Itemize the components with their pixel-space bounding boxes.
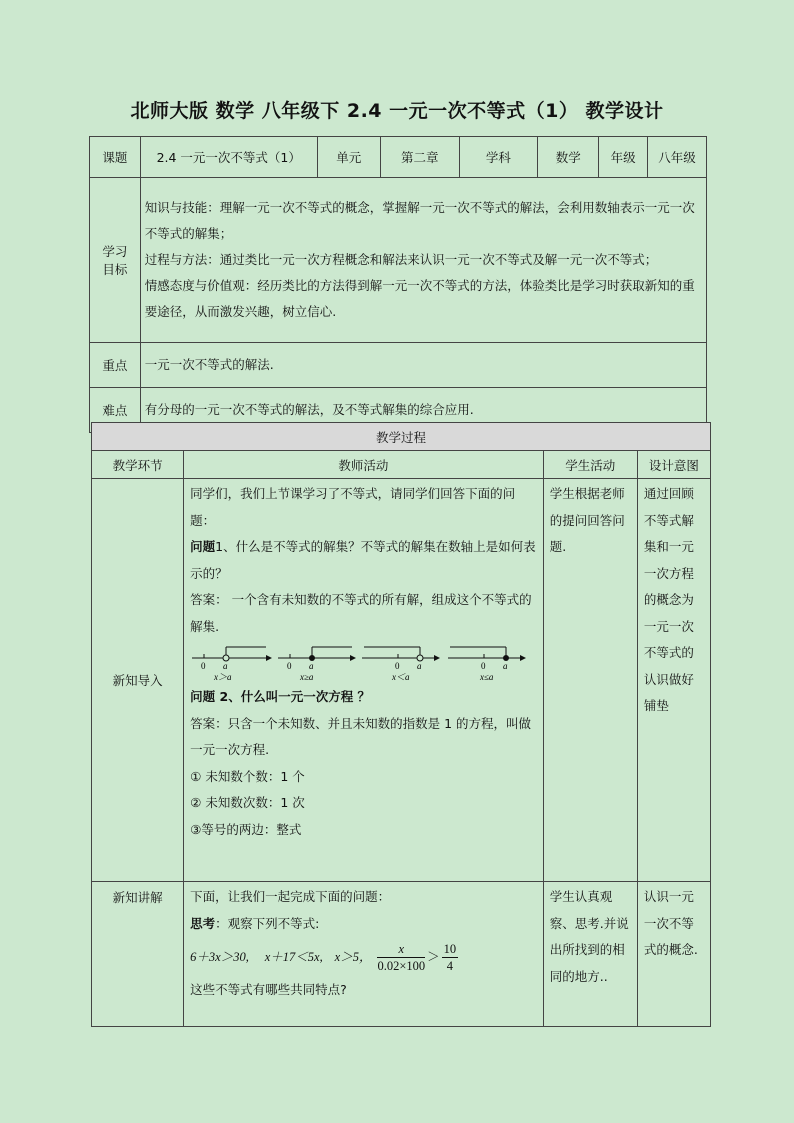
page-title: 北师大版 数学 八年级下 2.4 一元一次不等式（1） 教学设计 [130,100,664,122]
goal-process: 过程与方法：通过类比一元一次方程概念和解法来认识一元一次不等式及解一元一次不等式； [144,252,658,267]
goal-attitude: 情感态度与价值观：经历类比的方法得到解一元一次不等式的方法，体验类比是学习时获取新知的重要途径，从而激发兴趣，树立信心. [144,278,695,319]
topic-label: 课题 [90,137,141,178]
col-student: 学生活动 [543,451,637,479]
process-table [91,422,711,1027]
grade-value: 八年级 [647,137,706,178]
unit-label: 单元 [317,137,380,178]
teacher-explain [184,882,544,1027]
goals-label: 学习 目标 [90,178,141,343]
unit-value: 第二章 [380,137,459,178]
fraction-2: $\frac{10}{4}$ [443,942,457,973]
nl-caption-4: x≤a [480,672,494,682]
student-intro: 学生根据老师的提问回答问题. [543,479,637,882]
intent-intro: 通过回顾不等式解集和一元一次方程的概念为一元一次不等式的认识做好铺垫 [637,479,710,882]
info-table [89,136,707,433]
inequality-3: x＞5， [334,950,372,964]
gt-sign: ＞ [427,949,440,964]
number-line-figure [190,644,530,682]
goals-content [140,178,706,343]
a-label: a [417,661,422,671]
fraction-1: $\frac{x}{0.02\times 100}$ [377,942,426,973]
process-header: 教学过程 [92,423,711,451]
difficulty-label: 难点 [90,388,141,433]
subject-label: 学科 [459,137,538,178]
stage-explain: 新知讲解 [92,882,184,1027]
explain-text: 下面，让我们一起完成下面的问题： [190,889,391,904]
intro-text: 同学们，我们上节课学习了不等式，请同学们回答下面的问题： [190,486,516,528]
key-label: 重点 [90,343,141,388]
inequalities [190,937,537,977]
a-label: a [309,661,314,671]
number-line-3 [362,647,440,682]
col-intent: 设计意图 [637,451,710,479]
number-line-4 [448,647,526,682]
stage-intro: 新知导入 [92,479,184,882]
explain-question: 这些不等式有哪些共同特点? [190,982,347,997]
col-stage: 教学环节 [92,451,184,479]
point-2: ② 未知数次数：1 次 [190,795,305,810]
subject-value: 数学 [538,137,599,178]
difficulty-value: 有分母的一元一次不等式的解法，及不等式解集的综合应用. [140,388,706,433]
intent-explain: 认识一元一次不等式的概念. [637,882,710,1027]
point-1: ① 未知数个数：1 个 [190,768,305,784]
question-1: 问题1、什么是不等式的解集？不等式的解集在数轴上是如何表示的？ [190,539,536,581]
number-line-2 [278,647,356,682]
grade-label: 年级 [599,137,648,178]
col-teacher: 教师活动 [184,451,544,479]
nl-caption-2: x≥a [300,672,314,682]
point-3: ③等号的两边：整式 [190,821,302,837]
answer-1: 答案： 一个含有未知数的不等式的所有解，组成这个不等式的解集. [190,592,532,634]
key-value: 一元一次不等式的解法. [140,343,706,388]
student-explain: 学生认真观察、思考.并说出所找到的相同的地方.. [543,882,637,1027]
question-2: 问题 2、什么叫一元一次方程 ？ [190,689,371,704]
a-label: a [223,661,228,671]
zero-label: 0 [287,661,292,671]
teacher-intro [184,479,544,882]
zero-label: 0 [201,661,206,671]
zero-label: 0 [395,661,400,671]
zero-label: 0 [481,661,486,671]
a-label: a [503,661,508,671]
nl-caption-3: x＜a [392,672,410,682]
goal-knowledge: 知识与技能：理解一元一次不等式的概念，掌握解一元一次不等式的解法，会利用数轴表示一元一次不等式的解集； [144,200,695,241]
think-line: 思考：观察下列不等式: [190,915,320,931]
inequality-2: x＋17＜5x, [264,950,323,964]
inequality-1: 6＋3x＞30, [190,950,249,964]
nl-caption-1: x＞a [214,672,232,682]
answer-2: 答案：只含一个未知数、并且未知数的指数是 1 的方程，叫做一元一次方程. [190,715,532,757]
number-line-1 [192,647,272,682]
topic-value: 2.4 一元一次不等式（1） [140,137,317,178]
